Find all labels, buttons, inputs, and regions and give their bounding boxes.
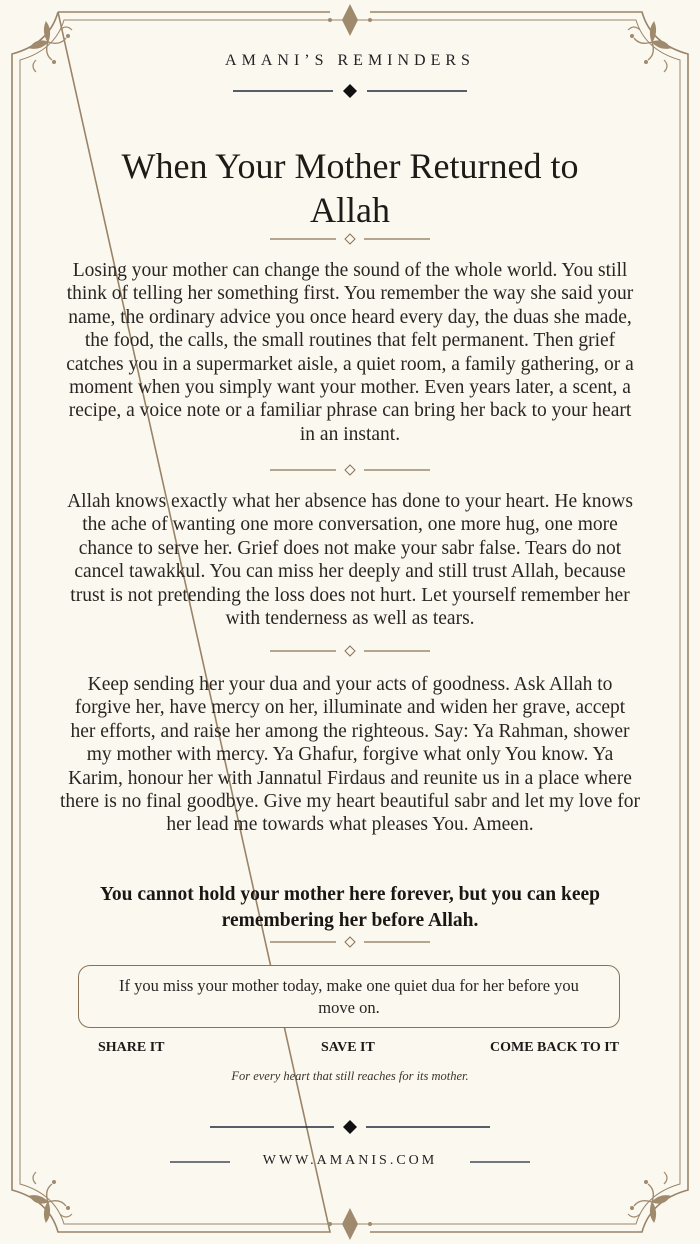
footer-divider-diamond xyxy=(210,1117,490,1137)
page-title: When Your Mother Returned to Allah xyxy=(121,146,579,230)
callout-box xyxy=(78,965,620,1028)
section-divider-ornament xyxy=(270,644,430,658)
paragraph-grief: Losing your mother can change the sound of the whole world. You still think of telling her something first. You remember the way she said your name, the ordinary advice you once heard every day, the duas she made, the food, the calls, the small routines that felt permanent. Then grief catches you in a supermarket aisle, a quiet room, a family gathering, or a moment when you simply want your mother. Even years later, a scent, a recipe, a voice note or a familiar phrase can bring her back to your heart in an instant. xyxy=(66,260,634,445)
section-divider-ornament xyxy=(270,232,430,246)
website-link[interactable]: WWW.AMANIS.COM xyxy=(262,1153,438,1168)
paragraph-allah-knows: Allah knows exactly what her absence has done to your heart. He knows the ache of wanting one more conversation, one more hug, one more chance to serve her. Grief does not make your sabr false. Tears do not cancel tawakkul. You can miss her deeply and still trust Allah, because trust is not pretending the loss does not hurt. Let yourself remember her with tenderness as well as tears. xyxy=(67,491,633,630)
section-divider-ornament xyxy=(270,935,430,949)
paragraph-dua: Keep sending her your dua and your acts of goodness. Ask Allah to forgive her, have mercy on her, illuminate and widen her grave, accept her efforts, and raise her among the righteous. Say: Ya Rahman, shower my mother with mercy. Ya Ghafur, forgive what only You know. Ya Karim, honour her with Jannatul Firdaus and reunite us in a place where there is no final goodbye. Give my heart beautiful sabr and let my love for her lead me towards what pleases You. Ameen. xyxy=(60,674,640,836)
closing-line: You cannot hold your mother here forever, but you can keep remembering her before Allah. xyxy=(100,884,600,931)
share-button[interactable]: SHARE IT xyxy=(98,1040,165,1055)
section-divider-ornament xyxy=(270,463,430,477)
brand-header: AMANI’S REMINDERS xyxy=(225,52,475,69)
header-divider-diamond xyxy=(205,80,495,102)
signoff-text: For every heart that still reaches for its mother. xyxy=(231,1069,469,1083)
callout-text: If you miss your mother today, make one quiet dua for her before you move on. xyxy=(119,975,579,1017)
come-back-button[interactable]: COME BACK TO IT xyxy=(490,1040,620,1055)
save-button[interactable]: SAVE IT xyxy=(321,1040,375,1055)
action-row xyxy=(0,1040,700,1060)
